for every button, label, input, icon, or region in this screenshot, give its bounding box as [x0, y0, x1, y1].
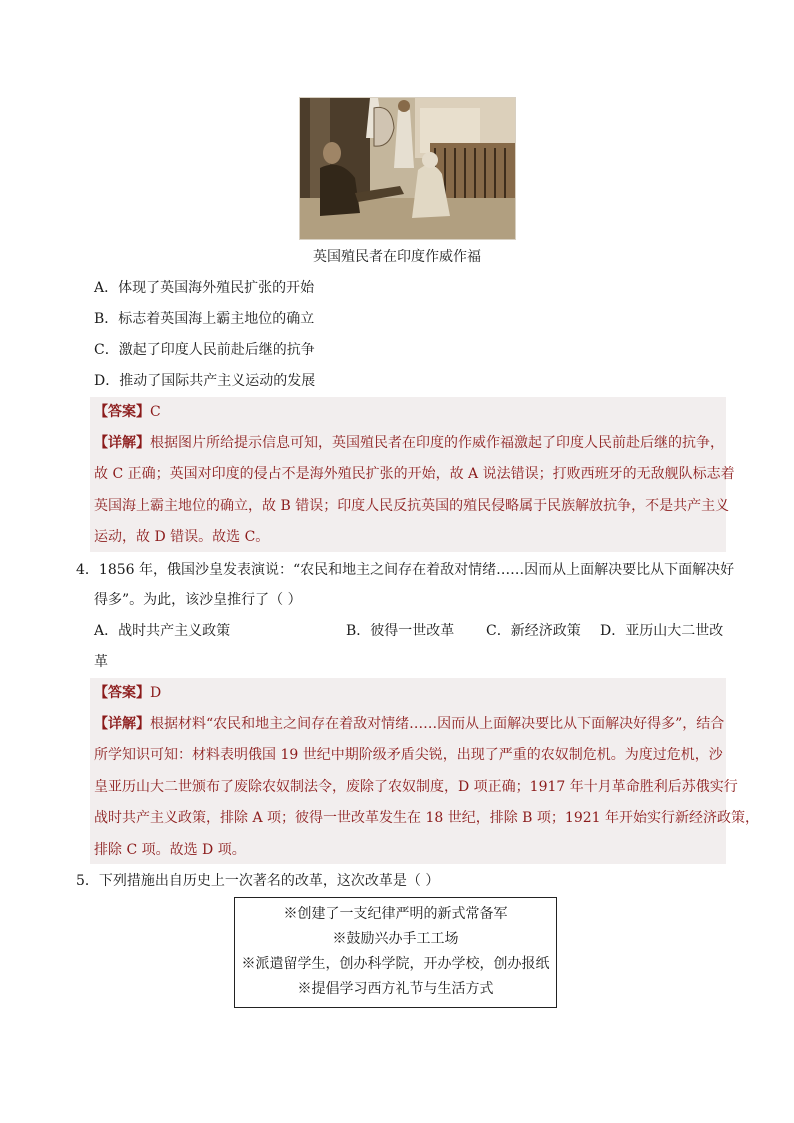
q4-answer-panel	[90, 678, 726, 864]
detail-text: 根据材料“农民和地主之间存在着敌对情绪……因而从上面解决要比从下面解决好得多”，结合	[150, 716, 725, 732]
q3-answer	[94, 402, 161, 422]
q5-stem: 5．下列措施出自历史上一次著名的改革，这次改革是（ ）	[76, 873, 440, 889]
detail-tag: 【详解】	[94, 435, 150, 451]
q5-material-item-4: ※提倡学习西方礼节与生活方式	[297, 981, 494, 997]
q3-option-d: D．推动了国际共产主义运动的发展	[94, 373, 316, 389]
q4-answer	[94, 683, 161, 703]
q5-material-item-1: ※创建了一支纪律严明的新式常备军	[283, 906, 508, 922]
q4-option-a: A．战时共产主义政策	[94, 623, 231, 639]
answer-value: D	[150, 685, 162, 701]
q4-detail-line-3: 皇亚历山大二世颁布了废除农奴制法令，废除了农奴制度，D 项正确；1917 年十月革命胜利后苏俄实行	[94, 779, 738, 795]
detail-text: 根据图片所给提示信息可知，英国殖民者在印度的作威作福激起了印度人民前赴后继的抗争，	[150, 435, 724, 451]
q4-stem-line-2: 得多”。为此，该沙皇推行了（ ）	[94, 592, 302, 608]
colonial-photo	[299, 97, 516, 240]
q3-detail-line-1	[94, 433, 724, 453]
q4-detail-line-4: 战时共产主义政策，排除 A 项；彼得一世改革发生在 18 世纪，排除 B 项；1921 年开始实行新经济政策，	[94, 810, 759, 826]
q3-option-c: C．激起了印度人民前赴后继的抗争	[94, 342, 315, 358]
q3-option-a: A．体现了英国海外殖民扩张的开始	[94, 280, 315, 296]
q3-detail-line-2: 故 C 正确；英国对印度的侵占不是海外殖民扩张的开始，故 A 说法错误；打败西班牙的无敌舰队标志着	[94, 466, 735, 482]
q4-option-c: C．新经济政策	[486, 623, 581, 639]
q3-detail-line-4: 运动，故 D 错误。故选 C。	[94, 529, 270, 545]
detail-tag: 【详解】	[94, 716, 150, 732]
q3-option-b: B．标志着英国海上霸主地位的确立	[94, 311, 315, 327]
q4-detail-line-2: 所学知识可知：材料表明俄国 19 世纪中期阶级矛盾尖锐，出现了严重的农奴制危机。为度过危机，沙	[94, 747, 723, 763]
q4-stem-line-1: 4．1856 年，俄国沙皇发表演说：“农民和地主之间存在着敌对情绪……因而从上面解决要比从下面解决好	[76, 562, 735, 578]
q4-option-d-cont: 革	[94, 654, 108, 670]
q4-option-d: D．亚历山大二世改	[600, 623, 724, 639]
q4-option-b: B．彼得一世改革	[346, 623, 455, 639]
q5-material-item-2: ※鼓励兴办手工工场	[332, 931, 459, 947]
answer-value: C	[150, 404, 161, 420]
answer-tag: 【答案】	[94, 404, 150, 420]
q5-material-box	[234, 897, 557, 1008]
colonial-photo-drawing	[300, 98, 515, 239]
q5-material-item-3: ※派遣留学生，创办科学院，开办学校，创办报纸	[241, 956, 550, 972]
answer-tag: 【答案】	[94, 685, 150, 701]
q3-detail-line-3: 英国海上霸主地位的确立，故 B 错误；印度人民反抗英国的殖民侵略属于民族解放抗争，不是共产主义	[94, 498, 730, 514]
q4-detail-line-1	[94, 714, 724, 734]
photo-caption: 英国殖民者在印度作威作福	[313, 249, 481, 265]
q4-detail-line-5: 排除 C 项。故选 D 项。	[94, 842, 246, 858]
